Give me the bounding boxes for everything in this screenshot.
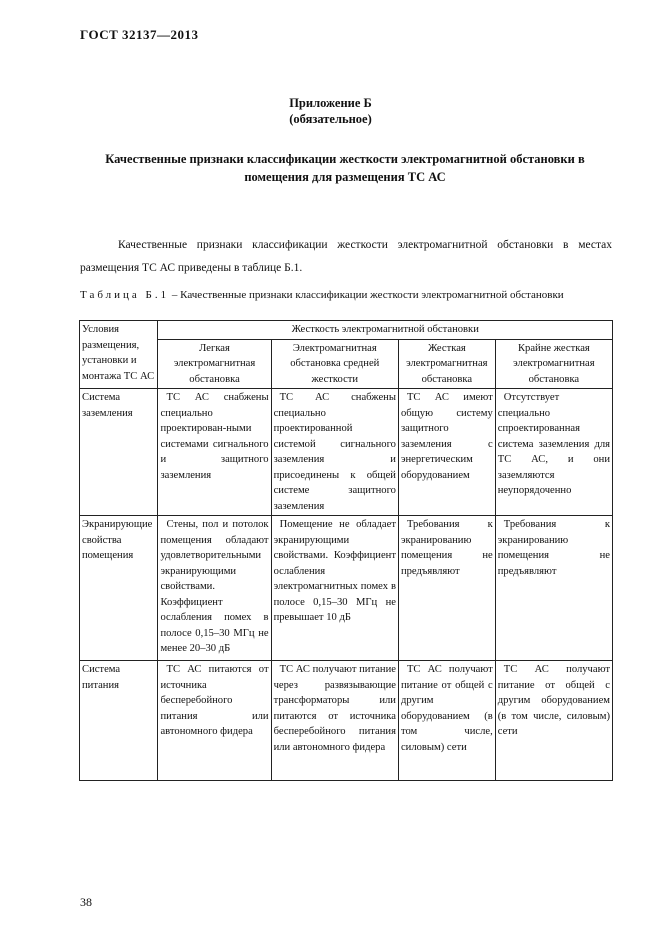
header-group: Жесткость электромагнитной обстановки: [158, 321, 613, 340]
table-caption: [80, 289, 612, 302]
row-condition: Система заземления: [80, 389, 158, 516]
section-title: Качественные признаки классификации жесткости электромагнитной обстановки в помещения для размещения ТС АС: [105, 152, 585, 184]
table-row: [80, 516, 613, 661]
table-caption-dash: –: [171, 289, 178, 301]
table-cell: Требования к экранированию помещения не предъявляют: [495, 516, 612, 661]
header-conditions: Условия размещения, установки и монтажа ТС АС: [80, 321, 158, 389]
header-medium: Электромагнитная обстановка средней жесткости: [271, 339, 398, 389]
row-condition: Система питания: [80, 661, 158, 781]
table-cell: Помещение не обладает экранирующими свойствами. Коэффициент ослабления электромагнитных помех в полосе 0,15–30 МГц не превышает 10 дБ: [271, 516, 398, 661]
appendix-title: Приложение Б: [289, 96, 372, 110]
table-cell: ТС АС имеют общую систему защитного заземления с энергетическим оборудованием: [398, 389, 495, 516]
table-cell: Отсутствует специально спроектированная система заземления для ТС АС, и они заземляются неупорядоченно: [495, 389, 612, 516]
classification-table: [79, 320, 613, 781]
table-caption-text: Качественные признаки классификации жесткости электромагнитной обстановки: [180, 289, 564, 301]
row-condition: Экранирующие свойства помещения: [80, 516, 158, 661]
appendix-status: (обязательное): [289, 112, 372, 126]
table-cell: ТС АС снабжены специально проектированной системой сигнального заземления и присоединены к общей системе защитного заземления: [271, 389, 398, 516]
table-cell: Требования к экранированию помещения не предъявляют: [398, 516, 495, 661]
document-header: ГОСТ 32137—2013: [80, 27, 199, 42]
table-row: [80, 389, 613, 516]
page-number: 38: [80, 895, 92, 909]
table-row: [80, 661, 613, 781]
table-header-row: [80, 321, 613, 340]
table-caption-label: Таблица Б.1: [80, 289, 170, 301]
intro-paragraph: Качественные признаки классификации жесткости электромагнитной обстановки в местах размещения ТС АС приведены в таблице Б.1.: [80, 239, 612, 274]
header-extreme: Крайне жесткая электромагнитная обстановка: [495, 339, 612, 389]
header-light: Легкая электромагнитная обстановка: [158, 339, 271, 389]
table-cell: ТС АС снабжены специально проектирован-ными системами сигнального и защитного заземления: [158, 389, 271, 516]
table-cell: Стены, пол и потолок помещения обладают удовлетворительными экранирующими свойствами. Коэффициент ослабления помех в полосе 0,15–30 МГц не менее 20–30 дБ: [158, 516, 271, 661]
table-cell: ТС АС получают питание от общей с другим оборудованием (в том числе, силовым) сети: [398, 661, 495, 781]
table-subheader-row: [80, 339, 613, 389]
header-hard: Жесткая электромагнитная обстановка: [398, 339, 495, 389]
table-cell: ТС АС получают питание от общей с другим оборудованием (в том числе, силовым) сети: [495, 661, 612, 781]
table-cell: ТС АС получают питание через развязывающие трансформаторы или питаются от источника бесперебойного питания или автономного фидера: [271, 661, 398, 781]
table-cell: ТС АС питаются от источника бесперебойного питания или автономного фидера: [158, 661, 271, 781]
